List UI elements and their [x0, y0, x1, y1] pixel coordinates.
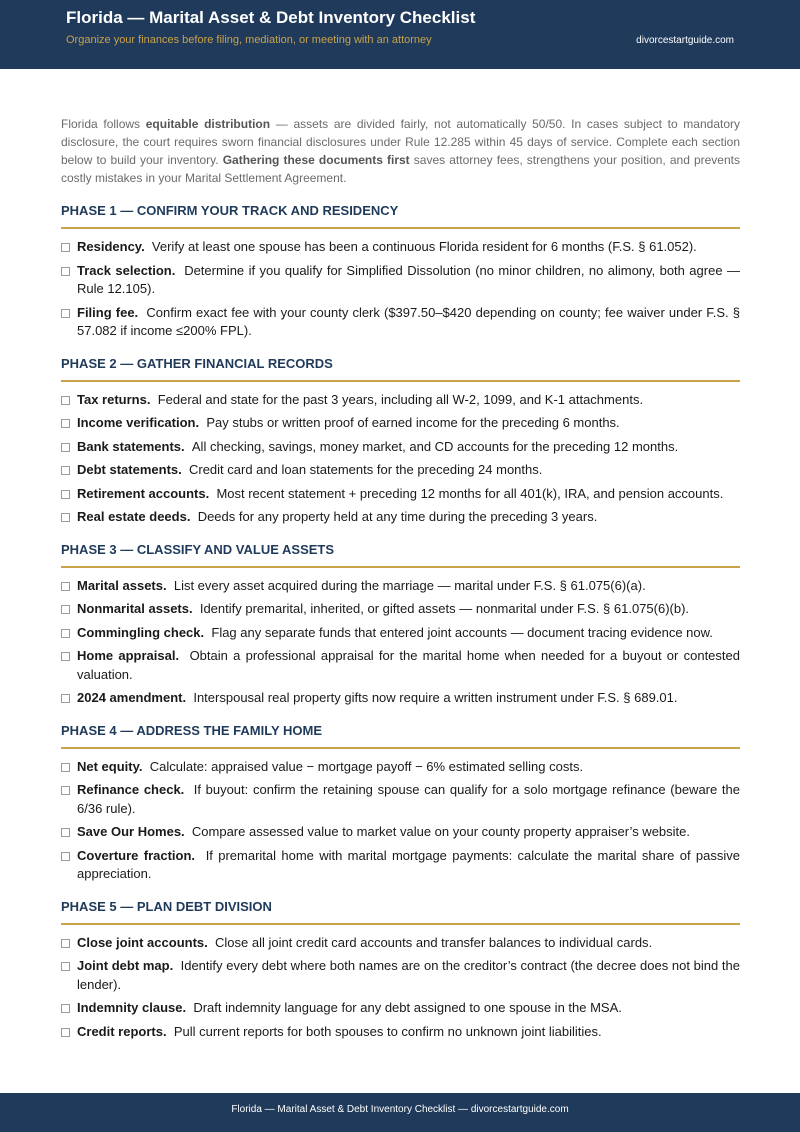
- checkbox[interactable]: [61, 309, 70, 318]
- checklist: [61, 934, 740, 1042]
- checkbox[interactable]: [61, 962, 70, 971]
- checkbox[interactable]: [61, 939, 70, 948]
- checklist-item-text: If premarital home with marital mortgage payments: calculate the marital share of passive appreciation.: [77, 847, 740, 881]
- checklist-item-text: Pull current reports for both spouses to confirm no unknown joint liabilities.: [173, 1023, 602, 1039]
- checklist-item-title: Debt statements.: [77, 462, 182, 477]
- checkbox[interactable]: [61, 243, 70, 252]
- phase-section: [61, 203, 740, 341]
- phase-list: [61, 203, 740, 1041]
- checklist-item-title: Save Our Homes.: [77, 824, 185, 839]
- checklist-item-text: Flag any separate funds that entered joint accounts — document tracing evidence now.: [211, 624, 713, 640]
- checklist-item-title: Income verification.: [77, 415, 200, 430]
- checkbox[interactable]: [61, 396, 70, 405]
- checkbox[interactable]: [61, 1028, 70, 1037]
- checklist-item-title: Coverture fraction.: [77, 847, 196, 863]
- phase-section: [61, 542, 740, 708]
- checklist-item-title: Home appraisal.: [77, 648, 180, 663]
- checklist-item-text: Identify premarital, inherited, or gifted assets — nonmarital under F.S. § 61.075(6)(b).: [199, 601, 690, 616]
- intro-text: — assets are divided fairly, not automatically 50/50. In cases subject to mandatory disclosure, the court requires sworn financial disclosures under Rule 12.285 within 45 days of service. Complete each section below to build your inventory.: [61, 117, 740, 167]
- checkbox[interactable]: [61, 763, 70, 772]
- checklist-item-text: Draft indemnity language for any debt assigned to one spouse in the MSA.: [193, 1000, 622, 1015]
- checklist-item-text: Federal and state for the past 3 years, including all W-2, 1099, and K-1 attachments.: [157, 391, 644, 407]
- checklist-item: [61, 485, 740, 504]
- checklist-item-text: Deeds for any property held at any time during the preceding 3 years.: [197, 509, 598, 524]
- checkbox[interactable]: [61, 1004, 70, 1013]
- checkbox[interactable]: [61, 466, 70, 475]
- checklist-item-title: Filing fee.: [77, 304, 139, 320]
- checkbox[interactable]: [61, 652, 70, 661]
- checklist-item-text: If buyout: confirm the retaining spouse can qualify for a solo mortgage refinance (beware the 6/36 rule).: [77, 782, 740, 816]
- checklist-item-title: Real estate deeds.: [77, 509, 191, 524]
- site-name: divorcestartguide.com: [636, 35, 734, 46]
- checklist-item-title: Close joint accounts.: [77, 934, 208, 950]
- checklist-item-text: Pay stubs or written proof of earned income for the preceding 6 months.: [206, 415, 620, 430]
- checkbox[interactable]: [61, 419, 70, 428]
- checklist-item-title: Nonmarital assets.: [77, 601, 193, 616]
- checkbox[interactable]: [61, 852, 70, 861]
- checkbox[interactable]: [61, 786, 70, 795]
- checklist: [61, 758, 740, 884]
- phase-section: [61, 899, 740, 1042]
- checkbox[interactable]: [61, 694, 70, 703]
- phase-section: [61, 356, 740, 527]
- checklist-item-text: All checking, savings, money market, and CD accounts for the preceding 12 months.: [191, 438, 679, 454]
- phase-title: PHASE 2 — GATHER FINANCIAL RECORDS: [61, 356, 740, 382]
- checklist-item-title: Bank statements.: [77, 438, 185, 454]
- checklist-item: [61, 999, 740, 1018]
- checklist-item-text: Confirm exact fee with your county clerk ($397.50–$420 depending on county; fee waiver under F.S. § 57.082 if income ≤200% FPL).: [77, 304, 740, 338]
- checklist-item-title: Refinance check.: [77, 782, 185, 797]
- checklist-item-text: Identify every debt where both names are on the creditor’s contract (the decree does not bind the lender).: [77, 958, 740, 992]
- checkbox[interactable]: [61, 828, 70, 837]
- checklist-item-text: Verify at least one spouse has been a continuous Florida resident for 6 months (F.S. § 61.052).: [151, 239, 697, 254]
- phase-title: PHASE 5 — PLAN DEBT DIVISION: [61, 899, 740, 925]
- intro-paragraph: [61, 115, 740, 187]
- checklist-item: [61, 689, 740, 708]
- checkbox[interactable]: [61, 605, 70, 614]
- checklist-content: [61, 115, 740, 1056]
- footer-text: Florida — Marital Asset & Debt Inventory Checklist — divorcestartguide.com: [231, 1104, 569, 1115]
- checklist-item: [61, 461, 740, 480]
- checklist-item-text: List every asset acquired during the marriage — marital under F.S. § 61.075(6)(a).: [173, 577, 646, 593]
- checklist-item-title: Tax returns.: [77, 391, 151, 407]
- checklist-item: [61, 414, 740, 433]
- checkbox[interactable]: [61, 629, 70, 638]
- checklist-item: [61, 957, 740, 994]
- checklist-item: [61, 624, 740, 643]
- checklist-item-title: Marital assets.: [77, 577, 167, 593]
- intro-emphasis: Gathering these documents first: [222, 153, 410, 167]
- checklist-item: [61, 600, 740, 619]
- checkbox[interactable]: [61, 490, 70, 499]
- checklist-item-text: Close all joint credit card accounts and transfer balances to individual cards.: [214, 934, 653, 950]
- checklist-item-title: Commingling check.: [77, 624, 205, 640]
- checkbox[interactable]: [61, 443, 70, 452]
- phase-section: [61, 723, 740, 884]
- checklist-item-text: Credit card and loan statements for the preceding 24 months.: [188, 462, 543, 477]
- checklist-item-text: Compare assessed value to market value on your county property appraiser’s website.: [191, 824, 690, 839]
- checklist-item: [61, 438, 740, 457]
- checklist-item-text: Determine if you qualify for Simplified Dissolution (no minor children, no alimony, both agree — Rule 12.105).: [77, 262, 740, 296]
- checklist: [61, 391, 740, 527]
- checkbox[interactable]: [61, 582, 70, 591]
- intro-emphasis: equitable distribution: [145, 117, 271, 131]
- checklist-item: [61, 1023, 740, 1042]
- checklist-item-title: Indemnity clause.: [77, 1000, 187, 1015]
- checklist: [61, 577, 740, 708]
- checklist-item: [61, 934, 740, 953]
- checklist-item-text: Calculate: appraised value − mortgage payoff − 6% estimated selling costs.: [149, 758, 584, 774]
- page-footer: [0, 1093, 800, 1132]
- page-header: [0, 0, 800, 69]
- checklist-item: [61, 758, 740, 777]
- checklist-item: [61, 847, 740, 884]
- intro-text: saves attorney fees, strengthens your position, and prevents costly mistakes in your Marital Settlement Agreement.: [61, 153, 740, 185]
- checklist-item: [61, 262, 740, 299]
- checklist-item-title: Credit reports.: [77, 1023, 167, 1039]
- phase-title: PHASE 1 — CONFIRM YOUR TRACK AND RESIDENCY: [61, 203, 740, 229]
- checklist: [61, 238, 740, 341]
- checklist-item-title: Retirement accounts.: [77, 485, 210, 501]
- checklist-item: [61, 391, 740, 410]
- checklist-item-text: Most recent statement + preceding 12 months for all 401(k), IRA, and pension accounts.: [216, 485, 724, 501]
- page-title: Florida — Marital Asset & Debt Inventory Checklist: [66, 8, 476, 27]
- page-subtitle: Organize your finances before filing, mediation, or meeting with an attorney: [66, 34, 432, 46]
- phase-title: PHASE 4 — ADDRESS THE FAMILY HOME: [61, 723, 740, 749]
- phase-title: PHASE 3 — CLASSIFY AND VALUE ASSETS: [61, 542, 740, 568]
- checklist-item: [61, 823, 740, 842]
- checklist-item: [61, 508, 740, 527]
- checklist-item-text: Obtain a professional appraisal for the marital home when needed for a buyout or contested valuation.: [77, 648, 740, 682]
- checklist-item-title: Residency.: [77, 239, 145, 254]
- checklist-item-title: Joint debt map.: [77, 958, 174, 973]
- checkbox[interactable]: [61, 267, 70, 276]
- checklist-item-title: Net equity.: [77, 758, 143, 774]
- checklist-item: [61, 647, 740, 684]
- checklist-item-text: Interspousal real property gifts now require a written instrument under F.S. § 689.01.: [193, 690, 678, 705]
- checkbox[interactable]: [61, 513, 70, 522]
- checklist-item-title: Track selection.: [77, 262, 176, 278]
- intro-text: Florida follows: [61, 117, 146, 131]
- checklist-item: [61, 577, 740, 596]
- checklist-item: [61, 238, 740, 257]
- checklist-item: [61, 304, 740, 341]
- checklist-item: [61, 781, 740, 818]
- checklist-item-title: 2024 amendment.: [77, 690, 187, 705]
